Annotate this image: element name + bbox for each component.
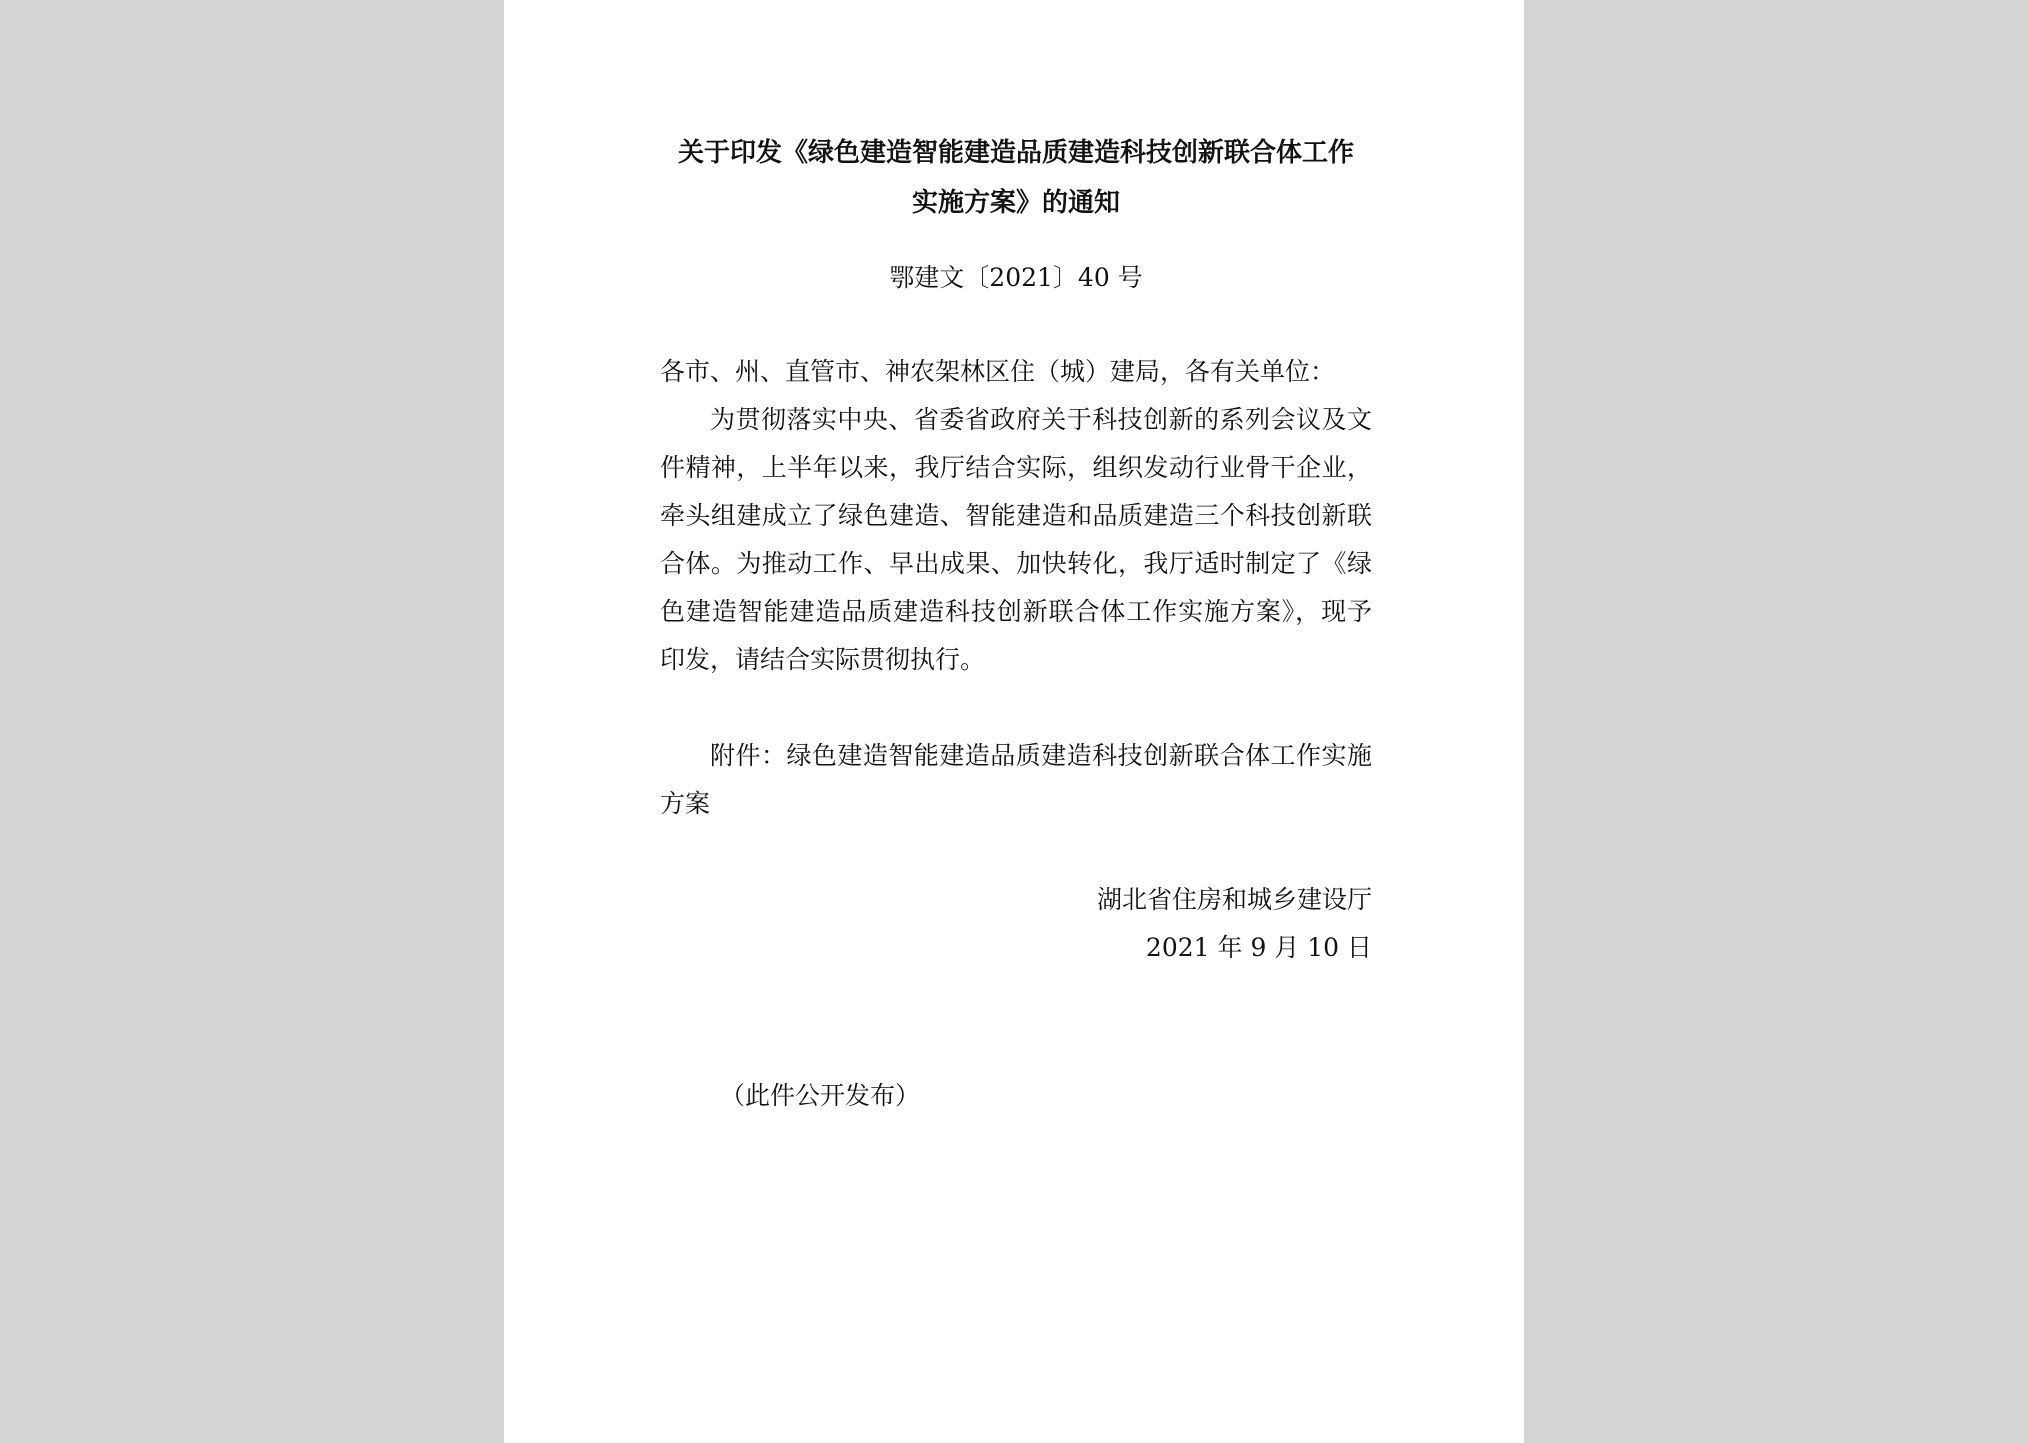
salutation: 各市、州、直管市、神农架林区住（城）建局，各有关单位： — [660, 357, 1336, 386]
signature-block — [660, 876, 1372, 972]
public-release-note: （此件公开发布） — [720, 1081, 921, 1110]
title-line-1: 关于印发《绿色建造智能建造品质建造科技创新联合体工作 — [677, 138, 1354, 168]
document-page — [504, 0, 1524, 1443]
body-paragraph: 为贯彻落实中央、省委省政府关于科技创新的系列会议及文件精神，上半年以来，我厅结合实际，组织发动行业骨干企业，牵头组建成立了绿色建造、智能建造和品质建造三个科技创新联合体。为推动工作、早出成果、加快转化，我厅适时制定了《绿色建造智能建造品质建造科技创新联合体工作实施方案》，现予印发，请结合实际贯彻执行。 — [660, 405, 1372, 674]
issue-date: 2021 年 9 月 10 日 — [1145, 933, 1372, 962]
document-content — [660, 128, 1372, 1120]
title-line-2: 实施方案》的通知 — [911, 188, 1120, 218]
attachment-line: 附件：绿色建造智能建造品质建造科技创新联合体工作实施方案 — [660, 741, 1372, 818]
issuer-name: 湖北省住房和城乡建设厅 — [1096, 885, 1372, 914]
document-title — [660, 128, 1372, 228]
document-number: 鄂建文〔2021〕40 号 — [889, 263, 1143, 292]
